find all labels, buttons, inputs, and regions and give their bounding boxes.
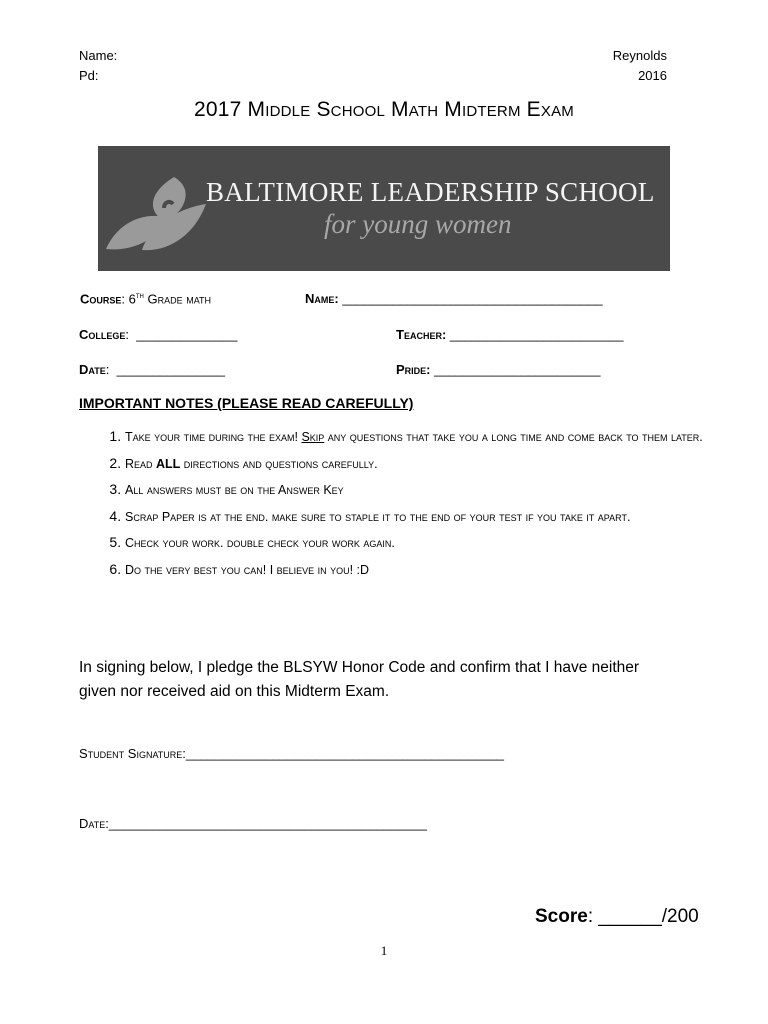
- pride-field[interactable]: [396, 362, 600, 377]
- list-item: [125, 424, 725, 451]
- signature-line[interactable]: ____________________________________________: [185, 746, 505, 761]
- list-item: [125, 504, 725, 531]
- student-name-line[interactable]: ____________________________________: [342, 291, 603, 306]
- notes-heading: IMPORTANT NOTES (PLEASE READ CAREFULLY): [79, 395, 414, 411]
- signature-field[interactable]: [79, 746, 504, 761]
- signed-date-field[interactable]: [79, 816, 427, 831]
- teacher-line[interactable]: ________________________: [449, 327, 624, 342]
- signed-date-label: Date:: [79, 816, 109, 831]
- author-name: Reynolds: [612, 48, 667, 63]
- period-label: Pd:: [79, 68, 99, 83]
- pride-line[interactable]: _______________________: [434, 362, 601, 377]
- teacher-label: Teacher:: [396, 327, 447, 342]
- signed-date-line[interactable]: ____________________________________________: [108, 816, 427, 831]
- note-text: Do the very best you can! I believe in you! :D: [125, 562, 370, 577]
- all-emphasis: ALL: [156, 456, 181, 471]
- pride-label: Pride:: [396, 362, 431, 377]
- name-label: Name:: [79, 48, 118, 63]
- course-field: Course: 6th Grade math: [80, 291, 212, 307]
- student-name-field[interactable]: [305, 291, 603, 306]
- date-line[interactable]: _______________: [116, 362, 226, 377]
- score-label: Score: [535, 906, 588, 927]
- skip-emphasis: Skip: [301, 430, 325, 444]
- list-item: [125, 477, 725, 504]
- note-text: directions and questions carefully.: [180, 456, 378, 471]
- page-number: 1: [380, 943, 388, 958]
- school-name: BALTIMORE LEADERSHIP SCHOOL: [206, 177, 655, 207]
- signature-label: Student Signature:: [79, 746, 186, 761]
- note-text: All answers must be on the Answer Key: [125, 483, 344, 497]
- note-text: Read: [125, 456, 157, 471]
- list-item: [125, 530, 725, 557]
- course-subject: Grade math: [147, 291, 212, 307]
- date-field[interactable]: Date: _______________: [79, 362, 226, 377]
- leaf-sprout-logo-icon: [98, 146, 208, 271]
- list-item: [125, 451, 725, 478]
- college-field[interactable]: College: ______________: [79, 327, 238, 342]
- note-text: Check your work. double check your work again.: [125, 536, 395, 550]
- college-label: College: [79, 327, 126, 342]
- date-label: Date: [79, 362, 106, 377]
- list-item: [125, 557, 725, 584]
- course-grade: 6: [128, 291, 136, 307]
- course-grade-suffix: th: [135, 291, 144, 300]
- score-field: [535, 906, 699, 928]
- college-line[interactable]: ______________: [136, 327, 238, 342]
- student-name-label: Name:: [305, 291, 339, 306]
- page-title: 2017 Middle School Math Midterm Exam: [194, 98, 574, 121]
- header-year: 2016: [638, 68, 667, 83]
- score-value: : ______/200: [587, 906, 699, 927]
- course-label: Course: [80, 291, 122, 307]
- school-banner: [98, 146, 670, 271]
- school-tagline: for young women: [324, 209, 512, 239]
- note-text: Take your time during the exam!: [125, 430, 302, 444]
- note-text: Scrap Paper is at the end. make sure to staple it to the end of your test if you take it apart.: [125, 509, 631, 524]
- honor-pledge: In signing below, I pledge the BLSYW Honor Code and confirm that I have neither given nor received aid on this Midterm Exam.: [79, 659, 640, 700]
- notes-list: [79, 424, 725, 583]
- teacher-field[interactable]: [396, 327, 623, 342]
- note-text: any questions that take you a long time and come back to them later.: [324, 430, 703, 444]
